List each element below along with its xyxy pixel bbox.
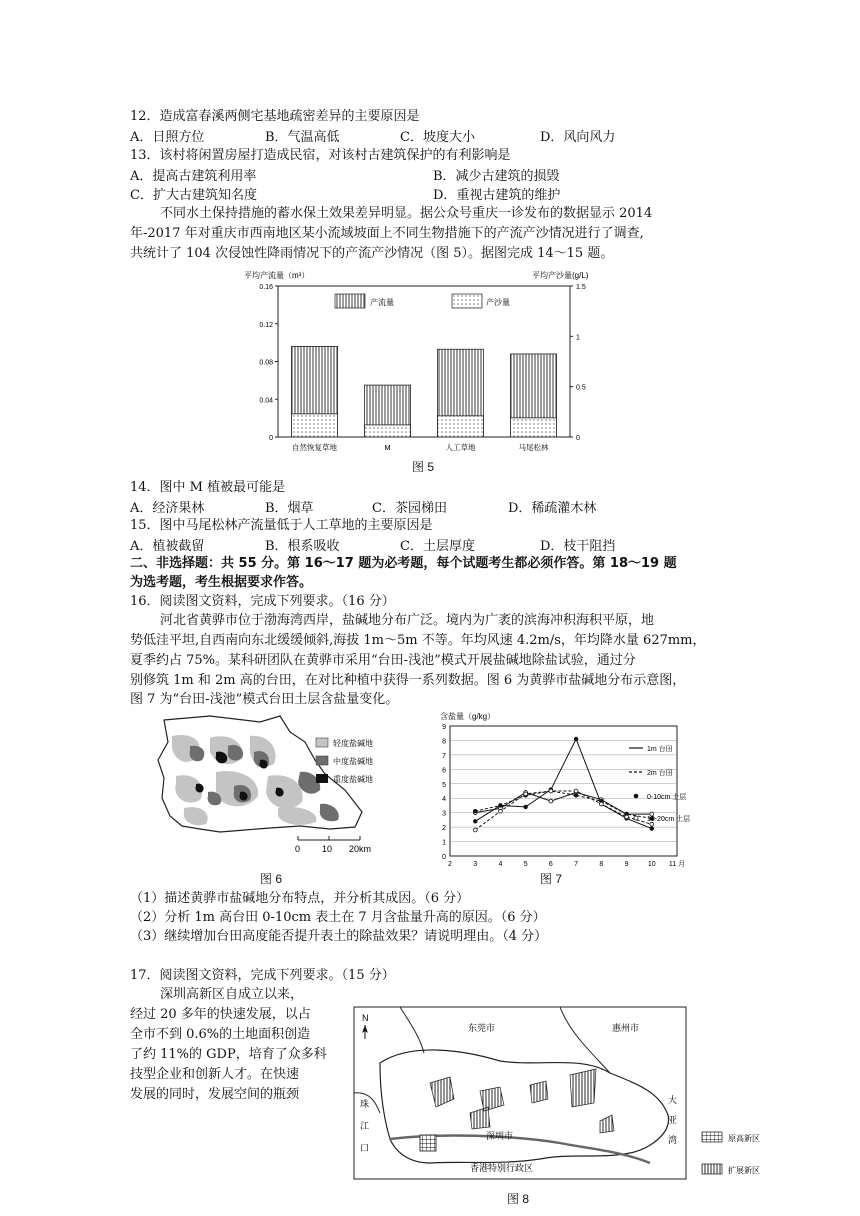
fig7-x-tick-label: 7 (574, 861, 579, 868)
fig6-scale-0: 0 (295, 844, 301, 854)
fig7-point (574, 789, 578, 793)
fig8-legend-original: 原高新区 (728, 1134, 760, 1143)
q17-para-4: 了约 11%的 GDP，培育了众多科 (130, 1047, 327, 1062)
fig7-legend-2m: 2m 台田 (647, 770, 673, 777)
q14-option-c: C．茶园梯田 (372, 501, 447, 516)
fig8-label-river-1: 珠 (360, 1099, 370, 1109)
fig8-label-river-3: 口 (360, 1143, 370, 1153)
q17-para-1: 深圳高新区自成立以来， (160, 987, 304, 1002)
fig5-left-tick-label: 0.16 (259, 284, 273, 291)
q13-option-b: B．减少古建筑的损毁 (433, 169, 560, 184)
fig8-label-bay-1: 大 (668, 1095, 678, 1105)
fig7-point (498, 803, 502, 807)
fig5-left-tick-label: 0.08 (259, 359, 273, 367)
q15-option-a: A．植被截留 (130, 539, 205, 554)
fig7-legend-10-20cm: 10-20cm 土层 (647, 816, 690, 823)
fig6-map (150, 712, 400, 870)
q14-stem: 14．图中 M 植被最可能是 (130, 480, 286, 495)
fig5-left-tick-label: 0.04 (259, 397, 273, 405)
fig5-y-right-label: 平均产沙量(g/L) (532, 271, 589, 280)
q14-option-b: B．烟草 (265, 501, 314, 516)
fig7-y-tick-label: 8 (442, 738, 446, 746)
fig5-legend-sediment: 产沙量 (486, 298, 510, 307)
fig5-legend-sediment-swatch (452, 294, 482, 308)
section2-heading-2: 为选考题，考生根据要求作答。 (130, 575, 313, 590)
q17-para-6: 发展的同时，发展空间的瓶颈 (130, 1087, 300, 1102)
q15-option-c: C．土层厚度 (400, 539, 475, 554)
fig7-y-tick-label: 3 (442, 810, 446, 818)
q16-stem: 16．阅读图文资料，完成下列要求。（16 分） (130, 594, 395, 609)
fig7-chart (430, 710, 690, 868)
fig7-caption: 图 7 (540, 872, 563, 886)
fig7-x-tick-label: 2 (448, 861, 452, 868)
q15-option-b: B．根系吸收 (265, 539, 340, 554)
fig7-legend-0-10cm: 0-10cm 土层 (647, 794, 687, 801)
fig8-north-label: N (362, 1013, 369, 1023)
fig5-bar-sediment (438, 416, 484, 437)
fig7-y-tick-label: 1 (442, 839, 446, 847)
fig7-y-tick-label: 0 (442, 854, 446, 861)
fig5-category-label: 人工草地 (445, 443, 476, 452)
fig7-legend-1m: 1m 台田 (647, 746, 673, 753)
fig5-left-tick-label: 0.12 (259, 321, 273, 329)
fig6-legend-medium: 中度盐碱地 (333, 757, 373, 766)
fig6-legend-light: 轻度盐碱地 (333, 739, 373, 748)
fig7-x-tick-label: 3 (473, 861, 478, 868)
q16-question-2: （2）分析 1m 高台田 0-10cm 表土在 7 月含盐量升高的原因。（6 分） (130, 910, 546, 925)
fig5-right-tick-label: 0.5 (576, 384, 586, 392)
fig8-caption: 图 8 (507, 1192, 530, 1206)
q16-para-1: 河北省黄骅市位于渤海湾西岸，盐碱地分布广泛。境内为广袤的滨海冲积海积平原，地 (160, 613, 655, 628)
q14-option-a: A．经济果林 (130, 501, 205, 516)
fig5-left-tick-label: 0 (269, 435, 273, 442)
fig6-caption: 图 6 (260, 872, 283, 886)
fig7-y-tick-label: 7 (442, 752, 446, 760)
q13-option-c: C．扩大古建筑知名度 (130, 188, 257, 203)
q16-question-1: （1）描述黄骅市盐碱地分布特点，并分析其成因。（6 分） (130, 891, 470, 906)
fig7-ylabel: 含盐量（g/kg） (440, 712, 496, 721)
q16-para-5: 图 7 为“台田-浅池”模式台田土层含盐量变化。 (130, 692, 399, 707)
q17-para-5: 技型企业和创新人才。在快速 (130, 1067, 300, 1082)
fig7-point (574, 737, 578, 741)
q12-stem: 12．造成富春溪两侧宅基地疏密差异的主要原因是 (130, 109, 420, 124)
fig7-x-tick-label: 6 (548, 861, 553, 868)
fig7-x-tick-label: 5 (523, 861, 528, 868)
fig7-y-tick-label: 9 (442, 724, 446, 731)
q17-para-2: 经过 20 多年的快速发展，以占 (130, 1007, 311, 1022)
fig8-label-huizhou: 惠州市 (612, 1023, 640, 1033)
q16-question-3: （3）继续增加台田高度能否提升表土的除盐效果？请说明理由。（4 分） (130, 929, 548, 944)
fig7-point (599, 802, 603, 806)
q16-para-2: 势低洼平坦,自西南向东北缓缓倾斜,海拔 1m～5m 不等。年均风速 4.2m/s，年均降水量 627mm， (130, 633, 706, 648)
fig7-point (499, 809, 503, 813)
fig5-legend-runoff-swatch (335, 294, 365, 308)
fig7-x-tick-label: 8 (599, 861, 604, 868)
q16-para-3: 夏季约占 75%。某科研团队在黄骅市采用“台田-浅池”模式开展盐碱地除盐试验，通过分 (130, 653, 636, 668)
q14-option-d: D．稀疏灌木林 (508, 501, 597, 516)
intro-line-3: 共统计了 104 次侵蚀性降雨情况下的产流产沙情况（图 5）。据图完成 14～15 题。 (130, 246, 614, 261)
fig5-legend-runoff: 产流量 (370, 298, 394, 307)
fig5-category-label: M (384, 443, 391, 452)
fig7-point (473, 819, 477, 823)
fig5-right-tick-label: 0 (576, 435, 580, 442)
q16-para-4: 别修筑 1m 和 2m 高的台田，在对比种植中获得一系列数据。图 6 为黄骅市盐碱地分布示意图， (130, 673, 686, 688)
fig7-point (549, 799, 553, 803)
q15-stem: 15．图中马尾松林产流量低于人工草地的主要原因是 (130, 518, 433, 533)
fig8-label-bay-3: 湾 (668, 1135, 678, 1145)
fig7-x-tick-label: 10 (647, 861, 656, 868)
fig8-map (350, 1003, 780, 1188)
fig7-point (625, 815, 629, 819)
section2-heading-1: 二、非选择题：共 55 分。第 16～17 题为必考题，每个试题考生都必须作答。第 18～19 题 (130, 556, 677, 571)
fig7-y-tick-label: 6 (442, 767, 446, 775)
fig7-point (650, 826, 654, 830)
q17-stem: 17．阅读图文资料，完成下列要求。（15 分） (130, 968, 395, 983)
fig7-y-tick-label: 5 (442, 781, 446, 789)
intro-line-2: 年-2017 年对重庆市西南地区某小流域坡面上不同生物措施下的产流产沙情况进行了调查, (130, 226, 644, 241)
q12-option-b: B．气温高低 (265, 130, 340, 145)
fig6-scale-10: 10 (322, 844, 333, 854)
q17-para-3: 全市不到 0.6%的土地面积创造 (130, 1027, 311, 1042)
fig8-label-river-2: 江 (360, 1121, 370, 1131)
fig7-point (574, 793, 578, 797)
fig8-label-bay-2: 亚 (668, 1115, 678, 1125)
fig7-x-tick-label: 9 (624, 861, 629, 868)
q15-option-d: D．枝干阻挡 (540, 539, 616, 554)
fig5-right-tick-label: 1 (576, 334, 580, 342)
q12-option-a: A．日照方位 (130, 130, 205, 145)
fig7-point (473, 809, 477, 813)
fig7-x-tick-label: 4 (498, 861, 503, 868)
fig5-bar-sediment (511, 418, 557, 437)
fig5-bar-sediment (292, 414, 338, 437)
fig7-point (524, 792, 528, 796)
fig8-label-hk: 香港特别行政区 (470, 1163, 534, 1173)
q12-option-d: D．风向风力 (540, 130, 616, 145)
fig7-point (523, 805, 527, 809)
fig6-legend-heavy: 重度盐碱地 (333, 775, 373, 784)
intro-line-1: 不同水土保持措施的蓄水保土效果差异明显。据公众号重庆一诊发布的数据显示 2014 (160, 206, 653, 221)
fig5-bar-sediment (365, 425, 411, 437)
q13-option-d: D．重视古建筑的维护 (433, 188, 561, 203)
fig5-category-label: 自然恢复草地 (292, 443, 337, 452)
fig5-chart (240, 266, 600, 466)
fig8-label-shenzhen: 深圳市 (486, 1131, 514, 1141)
fig5-category-label: 马尾松林 (518, 443, 549, 452)
fig6-scale-20km: 20km (349, 844, 372, 854)
fig7-x-tick-label: 11 月 (668, 861, 686, 868)
q13-option-a: A．提高古建筑利用率 (130, 169, 257, 184)
fig7-y-tick-label: 4 (442, 796, 446, 804)
fig7-point (549, 789, 553, 793)
fig5-caption: 图 5 (412, 460, 435, 474)
fig7-point (473, 828, 477, 832)
q13-stem: 13．该村将闲置房屋打造成民宿，对该村古建筑保护的有利影响是 (130, 148, 511, 163)
fig5-y-left-label: 平均产流量（m³） (244, 271, 310, 280)
fig7-y-tick-label: 2 (442, 825, 446, 833)
q12-option-c: C．坡度大小 (400, 130, 475, 145)
fig8-label-dongguan: 东莞市 (468, 1023, 496, 1033)
fig8-legend-extension: 扩展新区 (728, 1166, 760, 1175)
fig5-right-tick-label: 1.5 (576, 284, 586, 291)
